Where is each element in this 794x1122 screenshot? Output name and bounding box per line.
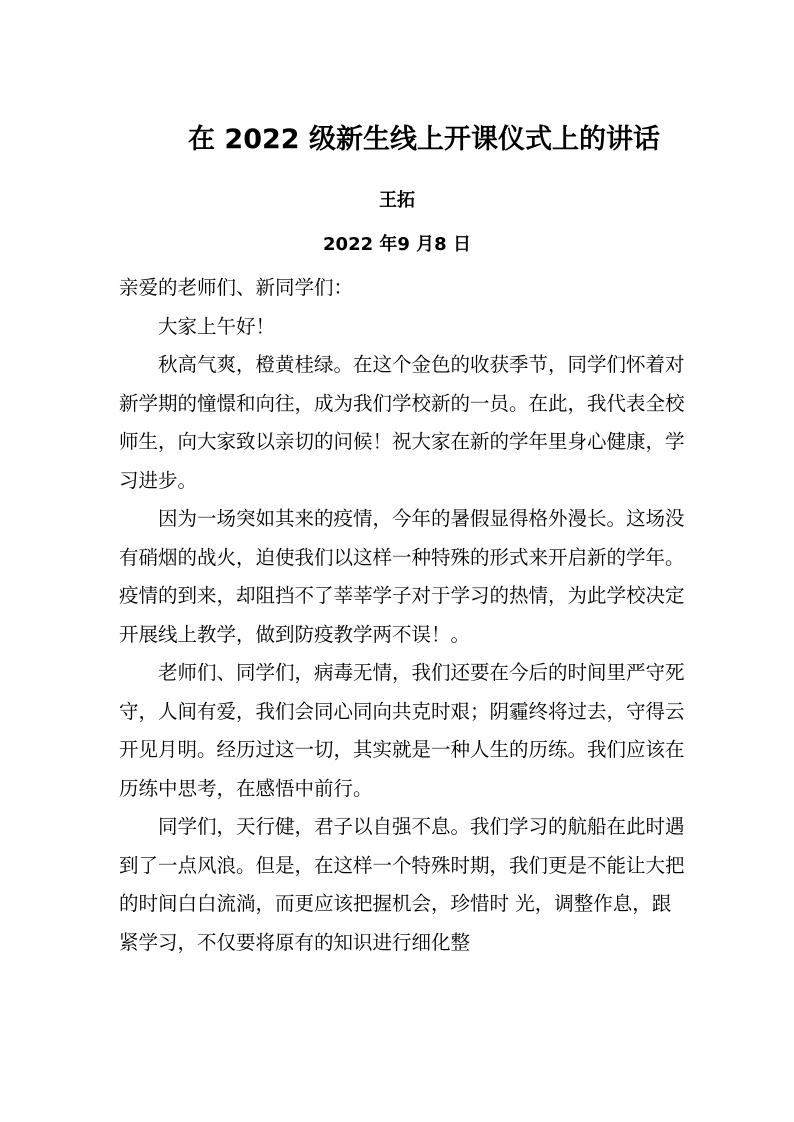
paragraph-welcome: 秋高气爽，橙黄桂绿。在这个金色的收获季节，同学们怀着对新学期的憧憬和向往，成为我们学校新的一员。在此，我代表全校师生，向大家致以亲切的问候！祝大家在新的学年里身心健康，学习进步。 xyxy=(119,353,685,492)
paragraph-greeting: 大家上午好！ xyxy=(158,314,276,338)
speech-date: 2022 年9 月8 日 xyxy=(323,234,471,255)
paragraph-encouragement: 老师们、同学们，病毒无情，我们还要在今后的时间里严守死守，人间有爱，我们会同心同向共克时艰；阴霾终将过去，守得云开见月明。经历过这一切，其实就是一种人生的历练。我们应该在历练中思考，在感悟中前行。 xyxy=(119,661,685,800)
author-name: 王拓 xyxy=(379,190,415,211)
paragraph-epidemic: 因为一场突如其来的疫情，今年的暑假显得格外漫长。这场没有硝烟的战火，迫使我们以这样一种特殊的形式来开启新的学年。疫情的到来，却阻挡不了莘莘学子对于学习的热情，为此学校决定开展线上教学，做到防疫教学两不误！。 xyxy=(119,507,685,646)
document-title: 在 2022 级新生线上开课仪式上的讲话 xyxy=(188,124,660,155)
paragraph-study: 同学们，天行健，君子以自强不息。我们学习的航船在此时遇到了一点风浪。但是，在这样一个特殊时期，我们更是不能让大把的时间白白流淌，而更应该把握机会，珍惜时 光，调整作息，跟紧学习，不仅要将原有的知识进行细化整 xyxy=(119,815,685,954)
speech-body xyxy=(119,269,685,962)
salutation: 亲爱的老师们、新同学们： xyxy=(119,276,354,299)
